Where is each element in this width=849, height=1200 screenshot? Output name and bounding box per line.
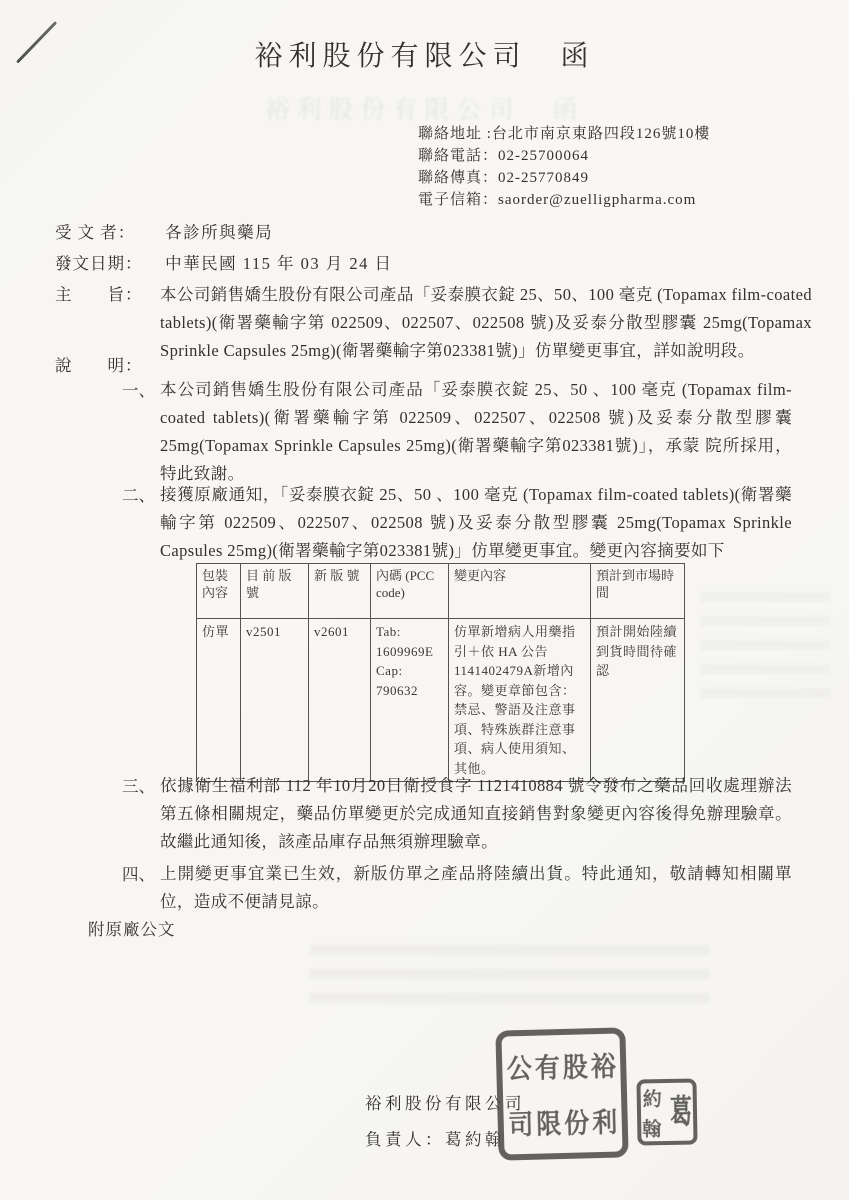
signature-person: 負責人：葛約翰 bbox=[365, 1130, 505, 1149]
subject-label: 主 旨： bbox=[55, 285, 143, 304]
explanation-label: 說 明： bbox=[55, 356, 143, 375]
seal-char: 份 bbox=[563, 1109, 590, 1140]
table-row bbox=[197, 619, 685, 782]
document-title: 裕利股份有限公司 函 bbox=[254, 41, 595, 72]
contact-block bbox=[418, 123, 710, 211]
explanation-row bbox=[55, 352, 157, 376]
contact-email: 電子信箱：saorder@zuelligpharma.com bbox=[418, 192, 697, 208]
cell-current-version: v2501 bbox=[241, 619, 309, 782]
item-2-text: 接獲原廠通知，「妥泰膜衣錠 25、50 、100 毫克 (Topamax film-coated tablets)(衛署藥輸字第 022509、022507、022508 號)及妥泰分散型膠囊 25mg(Topamax Sprinkle Capsules 25mg)(衛署藥輸字第023381號)」仿單變更事宜。變更內容摘要如下 bbox=[160, 485, 792, 560]
seal-char: 司 bbox=[507, 1110, 534, 1141]
col-expected-market-time: 預計到市場時 間 bbox=[591, 564, 685, 619]
recipient-row bbox=[55, 219, 273, 243]
issue-date-label: 發文日期： bbox=[55, 254, 143, 273]
col-current-version: 目 前 版號 bbox=[241, 564, 309, 619]
seal-char: 限 bbox=[535, 1110, 562, 1140]
seal-char: 有 bbox=[534, 1054, 561, 1084]
company-seal-stamp bbox=[495, 1027, 628, 1160]
seal-char: 約 bbox=[642, 1089, 662, 1111]
cell-expected-market-time: 預計開始陸續到貨時間待確認 bbox=[591, 619, 685, 782]
seal-char: 公 bbox=[506, 1054, 533, 1085]
issue-date-value: 中華民國 115 年 03 月 24 日 bbox=[165, 254, 393, 273]
item-3-text: 依據衛生福利部 112 年10月20日衛授食字 1121410884 號令發布之藥品回收處理辦法第五條相關規定，藥品仿單變更於完成通知直接銷售對象變更內容後得免辦理驗章。故繼此通知後，該產品庫存品無須辦理驗章。 bbox=[160, 776, 792, 851]
cell-pcc-code: Tab: 1609969E Cap: 790632 bbox=[371, 619, 449, 782]
recipient-label: 受 文 者： bbox=[55, 223, 136, 242]
col-package-content: 包裝 內容 bbox=[197, 564, 241, 619]
cell-new-version: v2601 bbox=[309, 619, 371, 782]
bleed-through-title: 裕利股份有限公司 函 bbox=[264, 97, 585, 124]
item-4-text: 上開變更事宜業已生效，新版仿單之產品將陸續出貨。特此通知，敬請轉知相關單位，造成不便請見諒。 bbox=[160, 864, 792, 911]
item-1-number: 一、 bbox=[122, 381, 155, 400]
seal-char: 利 bbox=[591, 1108, 618, 1139]
col-change-content: 變更內容 bbox=[449, 564, 591, 619]
item-4-number: 四、 bbox=[122, 865, 155, 884]
change-summary-table bbox=[196, 563, 685, 782]
signature-company: 裕利股份有限公司 bbox=[365, 1094, 525, 1113]
bleed-through-ghost bbox=[700, 592, 830, 702]
contact-phone: 聯絡電話：02-25700064 bbox=[418, 148, 589, 164]
contact-fax: 聯絡傳真：02-25770849 bbox=[418, 170, 589, 186]
contact-address: 聯絡地址 :台北市南京東路四段126號10樓 bbox=[418, 126, 711, 142]
table-header-row bbox=[197, 564, 685, 619]
col-pcc-code: 內碼 (PCC code) bbox=[371, 564, 449, 619]
subject-text: 本公司銷售嬌生股份有限公司產品「妥泰膜衣錠 25、50、100 毫克 (Topamax film-coated tablets)(衛署藥輸字第 022509、022507、022508 號)及妥泰分散型膠囊 25mg(Topamax Sprinkle Capsules 25mg)(衛署藥輸字第023381號)」仿單變更事宜，詳如說明段。 bbox=[160, 285, 812, 360]
seal-char: 股 bbox=[562, 1053, 589, 1084]
seal-char: 翰 bbox=[642, 1119, 662, 1141]
person-seal-stamp bbox=[636, 1078, 697, 1145]
issue-date-row bbox=[55, 250, 393, 274]
col-new-version: 新 版 號 bbox=[309, 564, 371, 619]
attachment-note: 附原廠公文 bbox=[88, 920, 176, 939]
cell-package-content: 仿單 bbox=[197, 619, 241, 782]
item-2-number: 二、 bbox=[122, 486, 155, 505]
recipient-value: 各診所與藥局 bbox=[165, 223, 274, 242]
seal-char: 葛 bbox=[669, 1092, 693, 1131]
item-1-text: 本公司銷售嬌生股份有限公司產品「妥泰膜衣錠 25、50 、100 毫克 (Topamax film-coated tablets)(衛署藥輸字第 022509、022507、022508 號)及妥泰分散型膠囊 25mg(Topamax Sprinkle Capsules 25mg)(衛署藥輸字第023381號)」，承蒙 院所採用，特此致謝。 bbox=[160, 380, 792, 483]
subject-row bbox=[55, 281, 157, 305]
item-3-number: 三、 bbox=[122, 777, 155, 796]
bleed-through-ghost bbox=[310, 945, 710, 1007]
seal-char: 裕 bbox=[590, 1052, 617, 1083]
cell-change-content: 仿單新增病人用藥指引＋依 HA 公告1141402479A新增內容。變更章節包含：禁忌、警語及注意事項、特殊族群注意事項、病人使用須知、其他。 bbox=[449, 619, 591, 782]
